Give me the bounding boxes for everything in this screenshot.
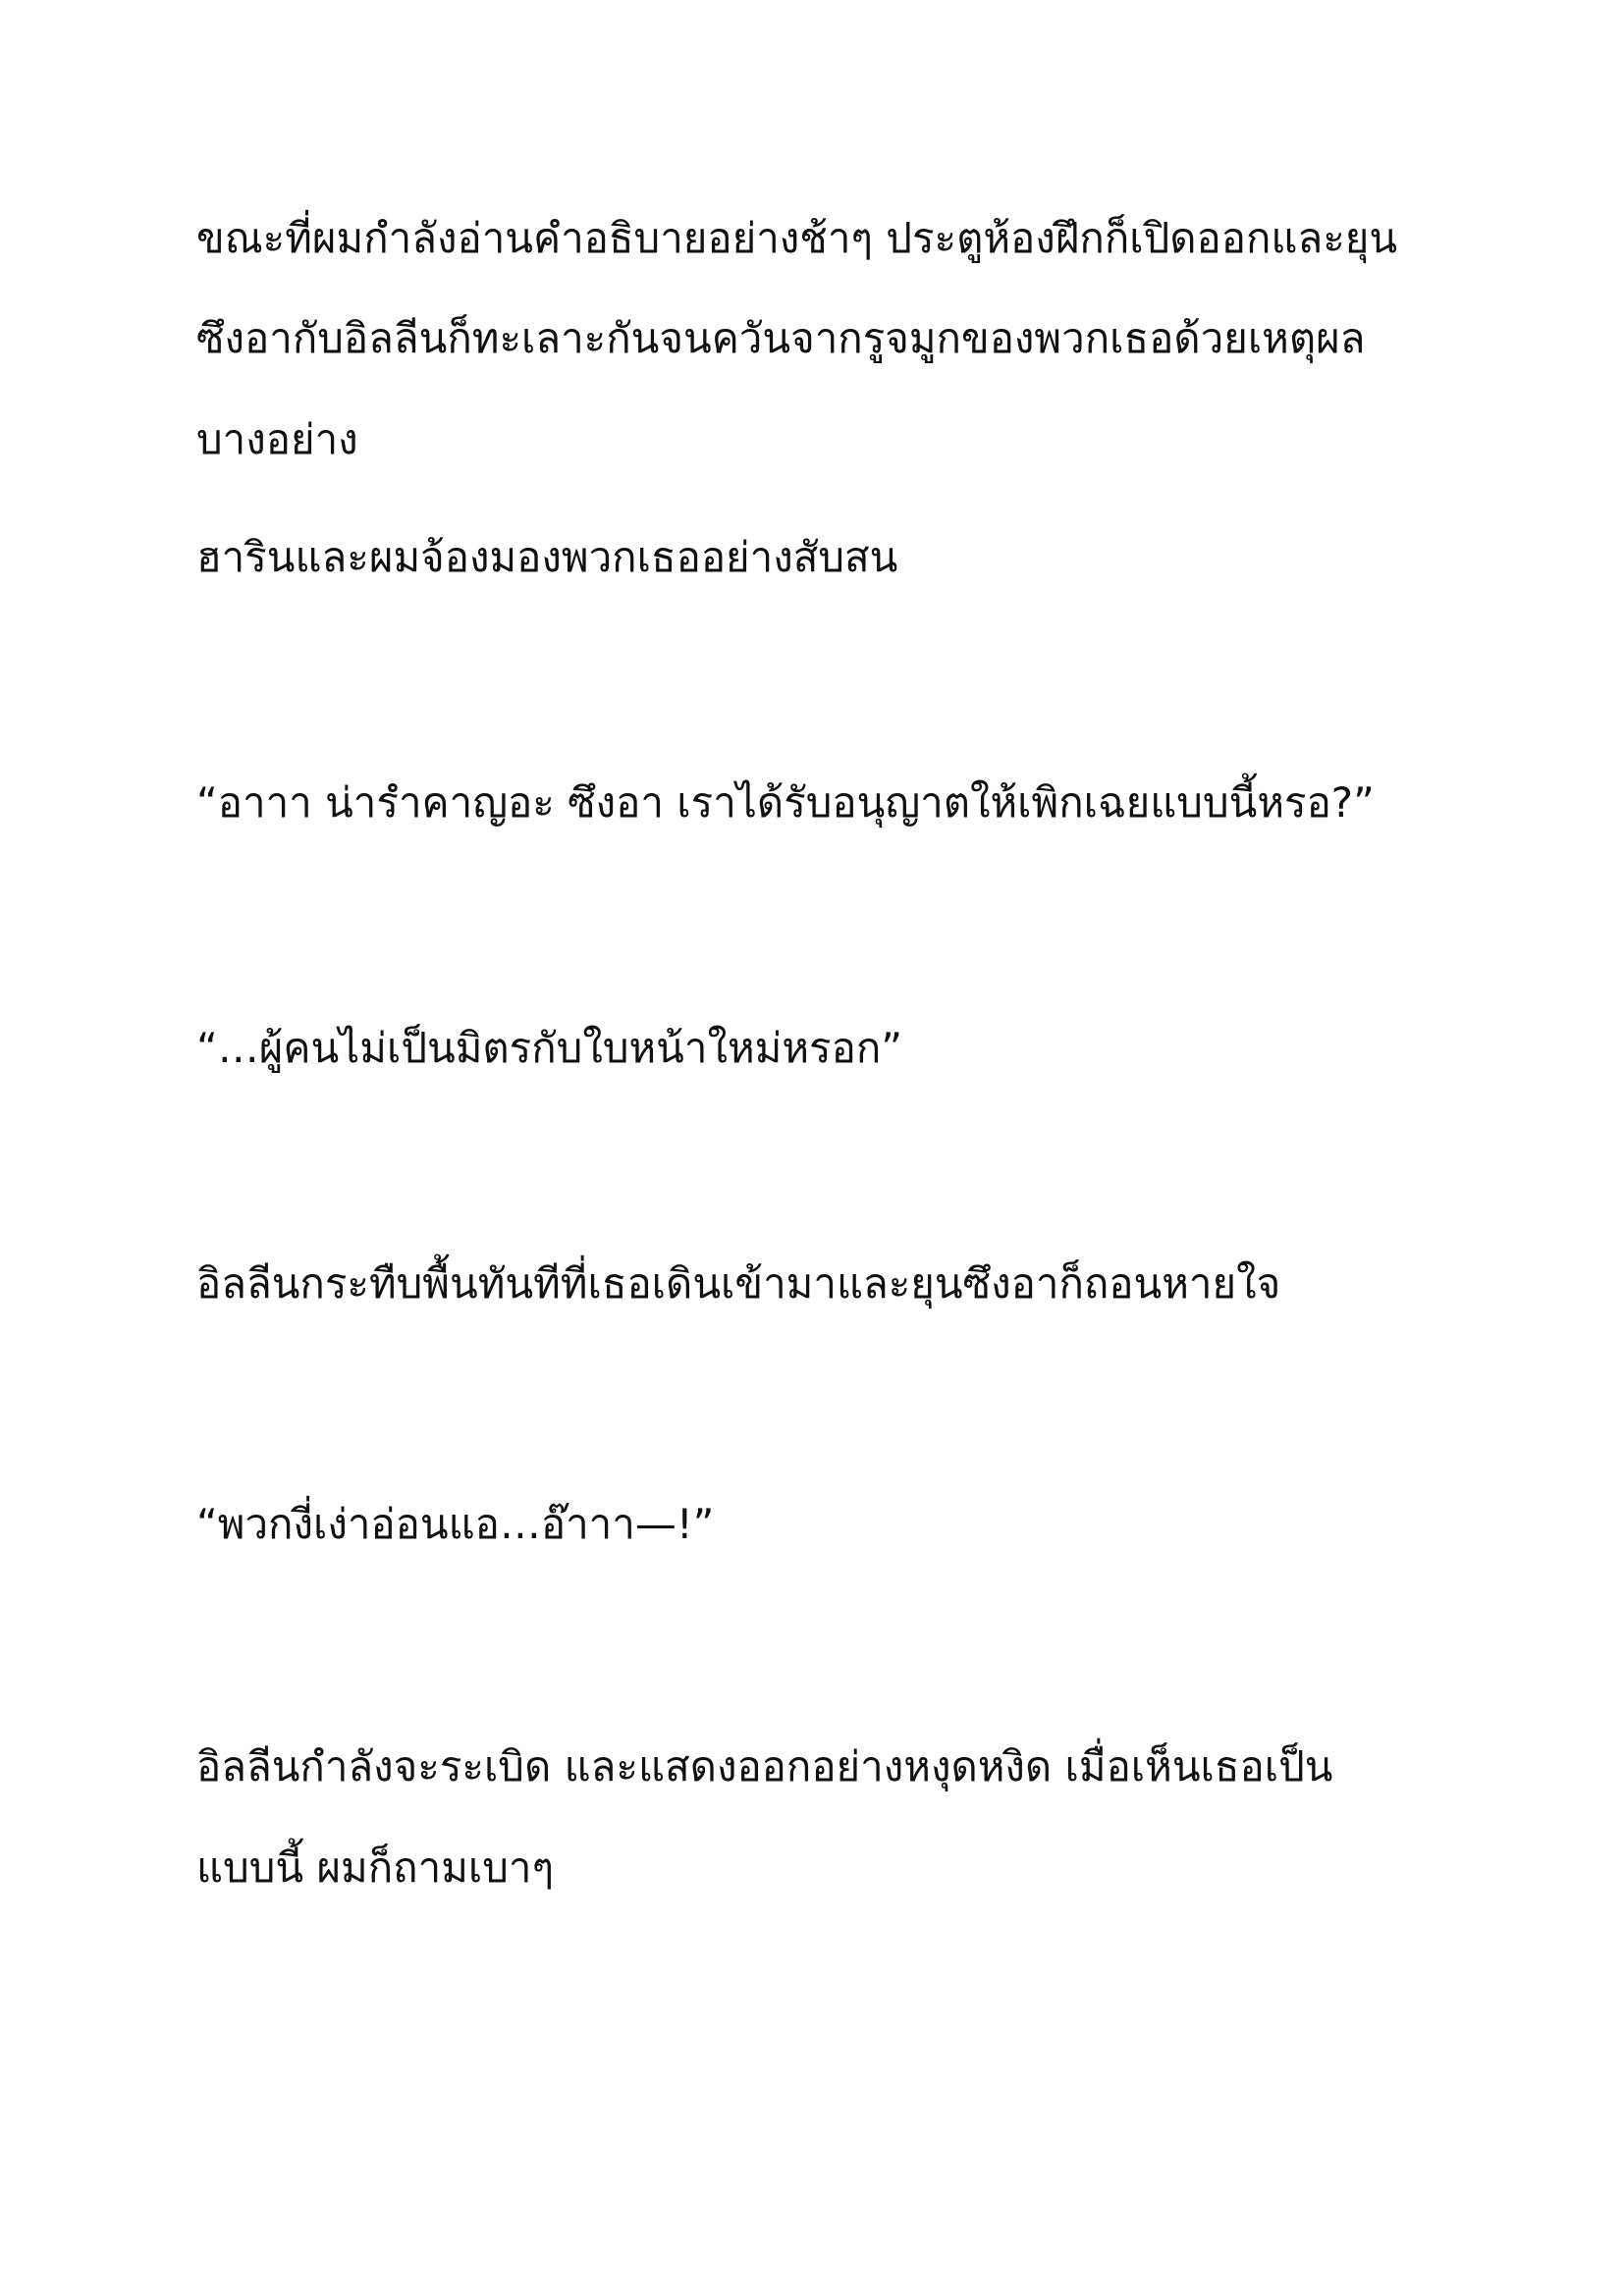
dialogue-line: “…ผู้คนไม่เป็นมิตรกับใบหน้าใหม่หรอก”	[196, 1024, 903, 1072]
paragraph-line: แบบนี้ ผมก็ถามเบาๆ	[196, 1843, 555, 1892]
dialogue-line: “อาาา น่ารำคาญอะ ซึงอา เราได้รับอนุญาตให้เพิกเฉยแบบนี้หรอ?”	[196, 778, 1375, 827]
paragraph-line: อิลลีนกำลังจะระเบิด และแสดงออกอย่างหงุดหงิด เมื่อเห็นเธอเป็น	[196, 1742, 1333, 1790]
paragraph-line: ขณะที่ผมกำลังอ่านคำอธิบายอย่างช้าๆ ประตูห้องฝึกก็เปิดออกและยุน	[196, 214, 1398, 262]
paragraph-line: ซึงอากับอิลลีนก็ทะเลาะกันจนควันจากรูจมูกของพวกเธอด้วยเหตุผล	[196, 314, 1366, 362]
dialogue-line: “พวกงี่เง่าอ่อนแอ…อ๊าาา—!”	[196, 1500, 715, 1548]
paragraph-line: ฮารินและผมจ้องมองพวกเธออย่างสับสน	[196, 533, 898, 581]
paragraph-line: อิลลีนกระทืบพื้นทันทีที่เธอเดินเข้ามาและยุนซึงอาก็ถอนหายใจ	[196, 1259, 1281, 1308]
paragraph-line: บางอย่าง	[196, 415, 358, 463]
